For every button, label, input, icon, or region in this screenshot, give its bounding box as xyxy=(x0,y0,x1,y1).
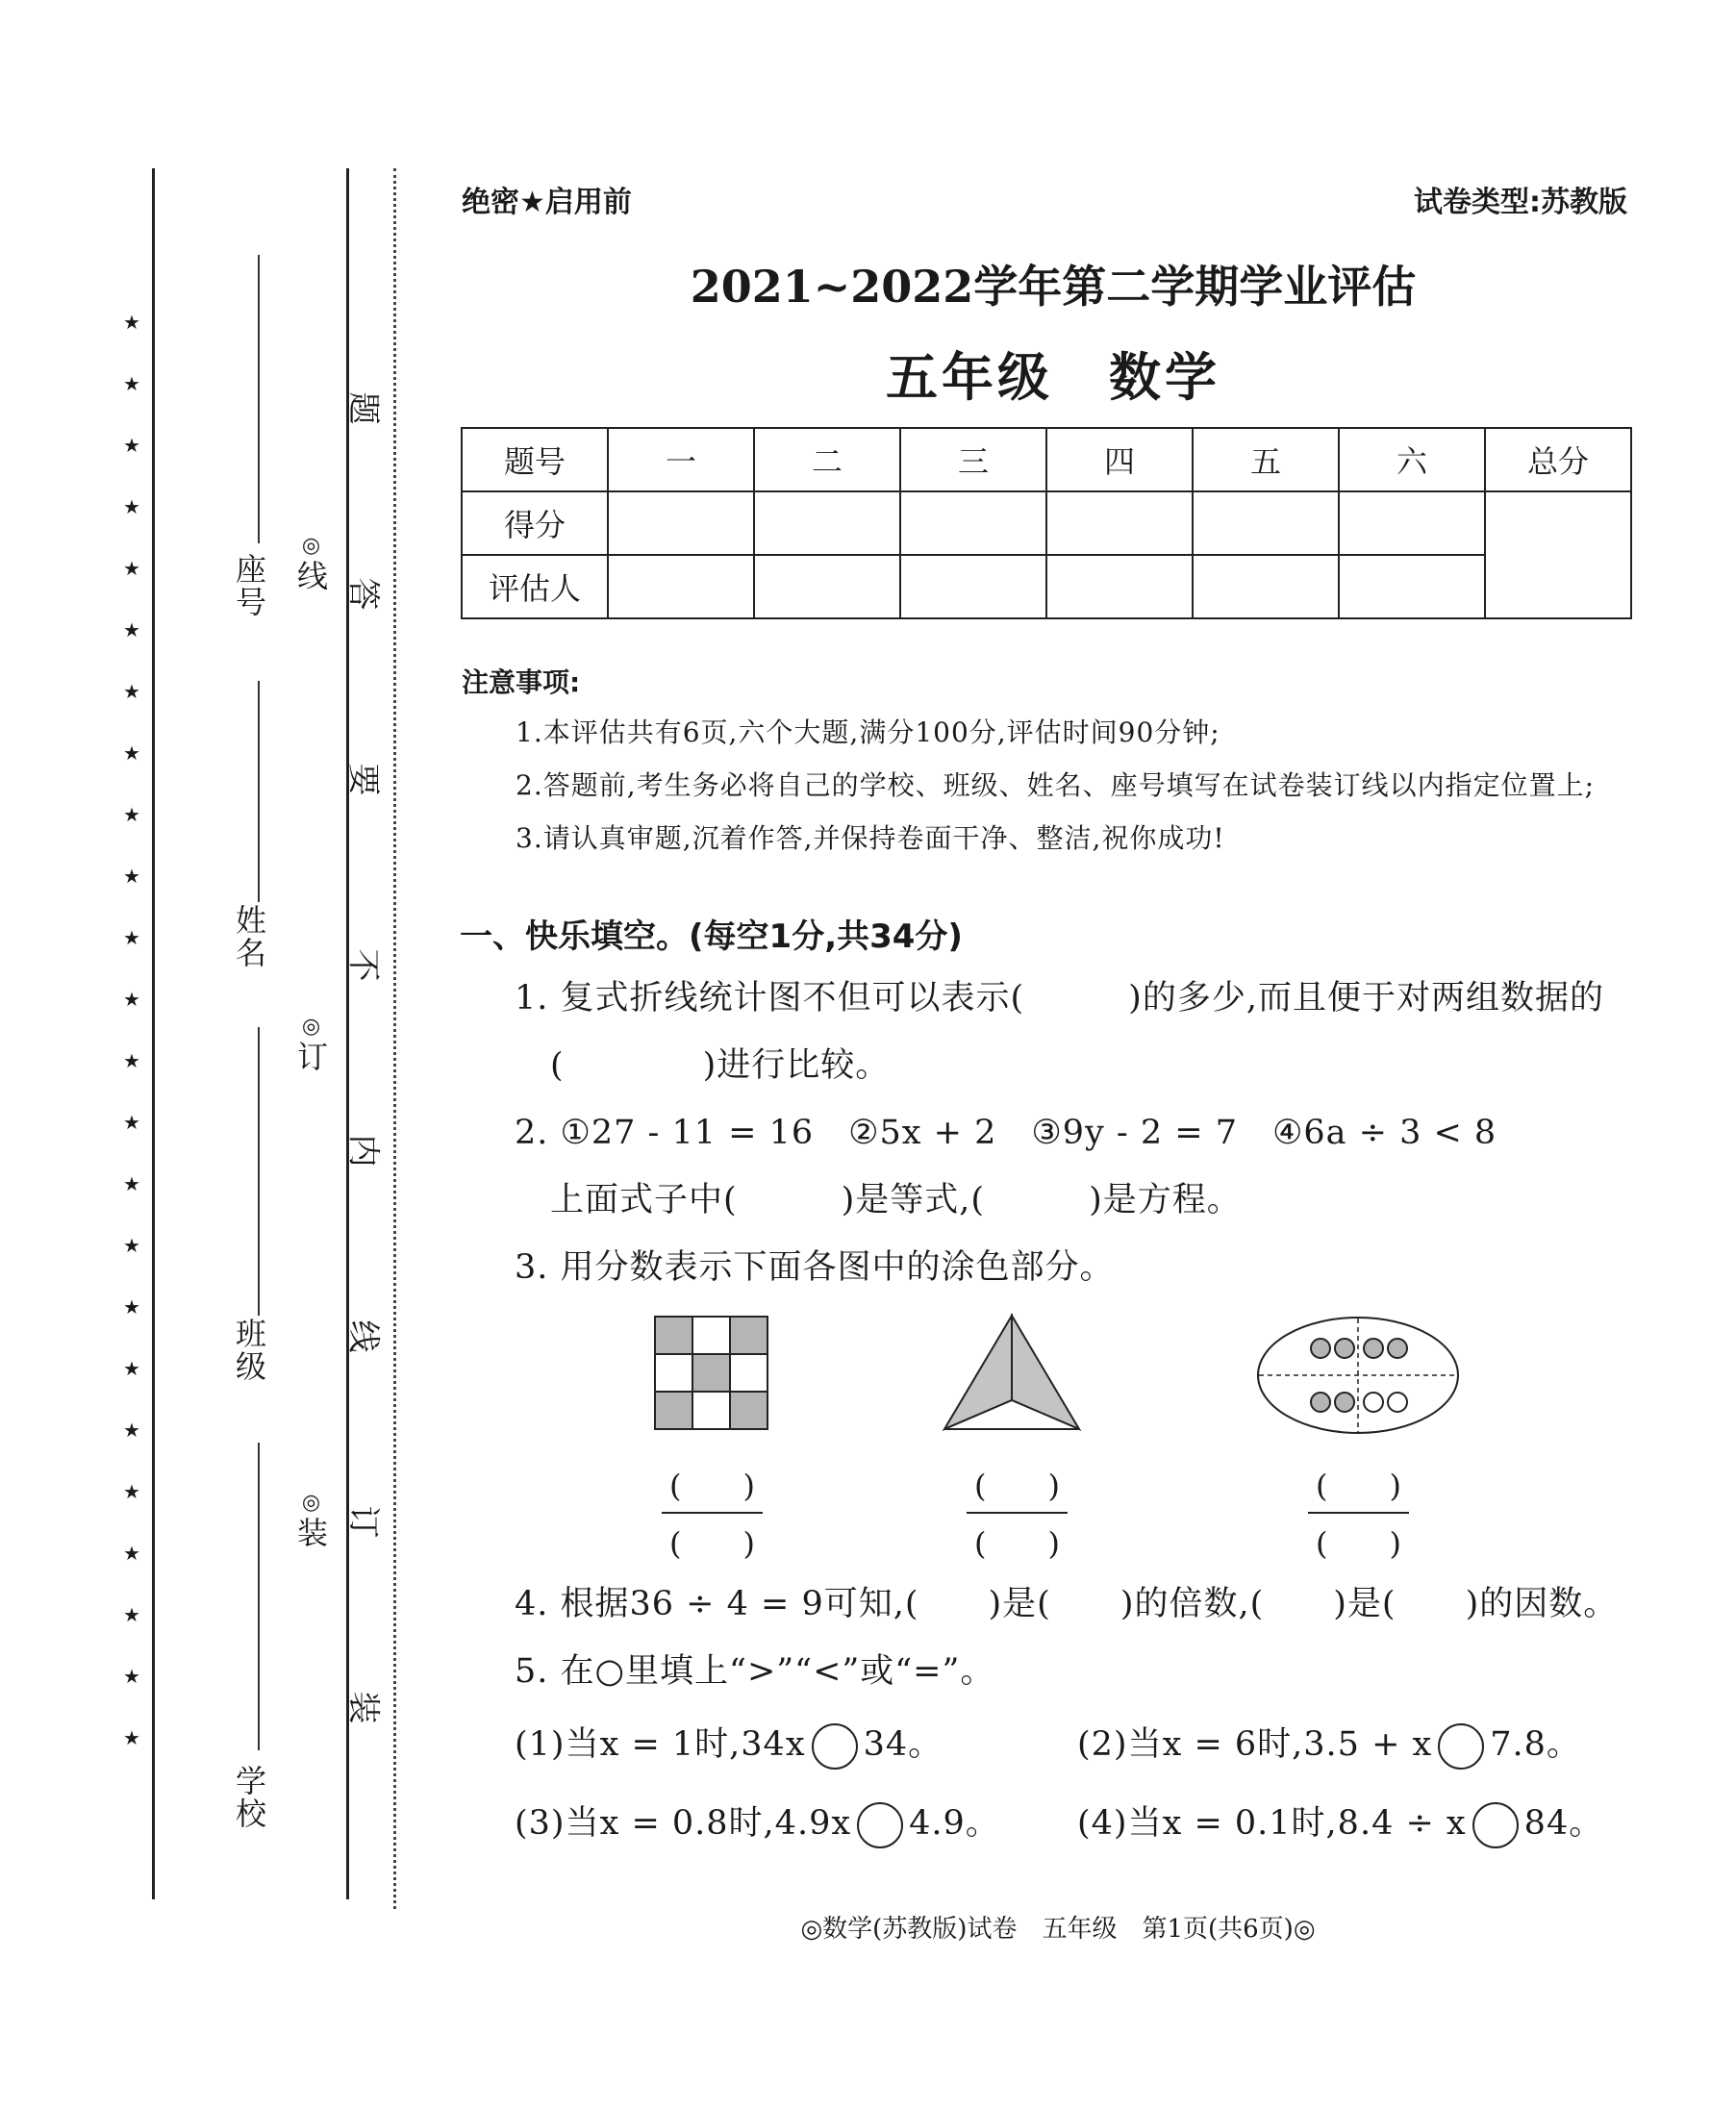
score-cell[interactable] xyxy=(900,491,1046,555)
score-table-header-row xyxy=(462,428,1631,491)
class-blank-line xyxy=(258,1027,260,1316)
table-header-cell: 三 xyxy=(900,428,1046,491)
score-cell[interactable] xyxy=(1339,491,1485,555)
table-header-cell: 题号 xyxy=(462,428,608,491)
denominator-blank[interactable]: ( ) xyxy=(1316,1525,1401,1562)
star-icon: ★ xyxy=(123,1419,140,1442)
cut-mark-icon: ◎ xyxy=(299,1015,323,1041)
grader-cell[interactable] xyxy=(900,555,1046,618)
warning-char: 答 xyxy=(343,577,383,611)
row-label: 得分 xyxy=(462,491,608,555)
compare-circle[interactable] xyxy=(1438,1723,1484,1770)
question-1-line1: 1. 复式折线统计图不但可以表示( )的多少,而且便于对两组数据的 xyxy=(515,979,1604,1017)
star-icon: ★ xyxy=(123,618,140,641)
warning-char: 内 xyxy=(343,1134,383,1168)
question-4: 4. 根据36 ÷ 4 = 9可知,( )是( )的倍数,( )是( )的因数。 xyxy=(515,1585,1619,1623)
table-header-cell: 四 xyxy=(1046,428,1193,491)
score-cell[interactable] xyxy=(1046,491,1193,555)
exam-title: 2021~2022学年第二学期学业评估 xyxy=(690,261,1417,313)
grid-cell-blank xyxy=(730,1354,767,1392)
confidential-label: 绝密★启用前 xyxy=(462,186,632,219)
paper-type-label: 试卷类型:苏教版 xyxy=(1414,186,1627,219)
warning-char: 订 xyxy=(343,1505,383,1539)
star-icon: ★ xyxy=(123,680,140,703)
warning-char: 线 xyxy=(343,1319,383,1353)
cut-label-bind: ◎订 xyxy=(292,1015,329,1073)
score-cell[interactable] xyxy=(754,491,900,555)
note-item: 3.请认真审题,沉着作答,并保持卷面干净、整洁,祝你成功! xyxy=(516,822,1225,854)
grid-cell-shaded xyxy=(655,1317,692,1354)
star-icon: ★ xyxy=(123,865,140,888)
fraction-bar xyxy=(1308,1512,1409,1514)
compare-item-1: (1)当x = 1时,34x 34。 xyxy=(515,1718,943,1770)
dot-shaded xyxy=(1335,1339,1354,1358)
cut-label-line: ◎线 xyxy=(292,534,329,592)
warning-char: 要 xyxy=(343,763,383,796)
grid-cell-blank xyxy=(655,1354,692,1392)
footer-mark-icon: ◎ xyxy=(800,1915,823,1944)
compare-item-2: (2)当x = 6时,3.5 + x 7.8。 xyxy=(1077,1718,1581,1770)
ellipse-figure xyxy=(1255,1314,1462,1437)
dot-shaded xyxy=(1311,1393,1330,1412)
warning-char: 装 xyxy=(343,1691,383,1724)
question-5: 5. 在○里填上“>”“<”或“=”。 xyxy=(515,1652,995,1691)
score-table xyxy=(461,427,1632,619)
school-label: 学校 xyxy=(231,1765,267,1830)
dot-shaded xyxy=(1364,1339,1383,1358)
binding-line-right xyxy=(346,168,349,1899)
dotted-cut-line xyxy=(393,168,396,1909)
grid-cell-blank xyxy=(692,1317,730,1354)
star-icon: ★ xyxy=(123,1480,140,1503)
numerator-blank[interactable]: ( ) xyxy=(974,1468,1060,1504)
fraction-answer-3[interactable] xyxy=(1308,1462,1409,1564)
cut-mark-icon: ◎ xyxy=(299,534,323,560)
numerator-blank[interactable]: ( ) xyxy=(669,1468,755,1504)
score-cell[interactable] xyxy=(1193,491,1339,555)
dot-blank xyxy=(1364,1393,1383,1412)
notes-heading: 注意事项: xyxy=(462,666,581,698)
denominator-blank[interactable]: ( ) xyxy=(974,1525,1060,1562)
triangle-figure xyxy=(943,1314,1082,1433)
grader-row xyxy=(462,555,1631,618)
dot-shaded xyxy=(1335,1393,1354,1412)
fraction-answer-2[interactable] xyxy=(967,1462,1068,1564)
star-icon: ★ xyxy=(123,1357,140,1380)
table-header-cell: 五 xyxy=(1193,428,1339,491)
total-cell[interactable] xyxy=(1485,491,1631,618)
star-icon: ★ xyxy=(123,372,140,395)
grader-cell[interactable] xyxy=(754,555,900,618)
footer-mark-icon: ◎ xyxy=(1293,1915,1316,1944)
star-icon: ★ xyxy=(123,741,140,765)
star-icon: ★ xyxy=(123,988,140,1011)
table-header-cell: 六 xyxy=(1339,428,1485,491)
class-label: 班级 xyxy=(231,1318,267,1383)
note-item: 1.本评估共有6页,六个大题,满分100分,评估时间90分钟; xyxy=(516,716,1220,748)
star-icon: ★ xyxy=(123,557,140,580)
fraction-answer-1[interactable] xyxy=(662,1462,763,1564)
note-item: 2.答题前,考生务必将自己的学校、班级、姓名、座号填写在试卷装订线以内指定位置上; xyxy=(516,769,1596,801)
compare-circle[interactable] xyxy=(1472,1802,1519,1848)
compare-circle[interactable] xyxy=(857,1802,903,1848)
row-label: 评估人 xyxy=(462,555,608,618)
grid-cell-shaded xyxy=(730,1317,767,1354)
warning-char: 不 xyxy=(343,948,383,982)
dot-shaded xyxy=(1388,1339,1407,1358)
compare-item-3: (3)当x = 0.8时,4.9x 4.9。 xyxy=(515,1796,1000,1848)
grid-cell-shaded xyxy=(730,1392,767,1429)
question-2-line1: 2. ①27 - 11 = 16 ②5x + 2 ③9y - 2 = 7 ④6a ÷ 3 < 8 xyxy=(515,1114,1497,1152)
star-icon: ★ xyxy=(123,1172,140,1195)
exam-subtitle: 五年级 数学 xyxy=(886,346,1220,408)
denominator-blank[interactable]: ( ) xyxy=(669,1525,755,1562)
star-icon: ★ xyxy=(123,1111,140,1134)
grid-cell-shaded xyxy=(692,1354,730,1392)
name-blank-line xyxy=(258,681,260,902)
name-label: 姓名 xyxy=(231,904,267,969)
table-header-cell: 一 xyxy=(608,428,754,491)
star-icon: ★ xyxy=(123,803,140,826)
school-blank-line xyxy=(258,1443,260,1750)
table-header-cell: 二 xyxy=(754,428,900,491)
star-icon: ★ xyxy=(123,434,140,457)
grid-cell-blank xyxy=(692,1392,730,1429)
score-cell[interactable] xyxy=(608,491,754,555)
numerator-blank[interactable]: ( ) xyxy=(1316,1468,1401,1504)
question-2-line2: 上面式子中( )是等式,( )是方程。 xyxy=(550,1181,1242,1219)
compare-circle[interactable] xyxy=(812,1723,858,1770)
star-icon: ★ xyxy=(123,1295,140,1319)
star-icon: ★ xyxy=(123,495,140,518)
star-icon: ★ xyxy=(123,311,140,334)
fraction-bar xyxy=(662,1512,763,1514)
star-icon: ★ xyxy=(123,1665,140,1688)
star-icon: ★ xyxy=(123,1603,140,1626)
star-icon: ★ xyxy=(123,1049,140,1072)
seat-label: 座号 xyxy=(231,553,267,618)
star-icon: ★ xyxy=(123,1542,140,1565)
binding-line-left xyxy=(152,168,155,1899)
grader-cell[interactable] xyxy=(1046,555,1193,618)
section-heading: 一、快乐填空。(每空1分,共34分) xyxy=(460,917,963,956)
question-1-line2: ( )进行比较。 xyxy=(550,1046,891,1085)
star-icon: ★ xyxy=(123,1234,140,1257)
question-3: 3. 用分数表示下面各图中的涂色部分。 xyxy=(515,1248,1115,1287)
cut-mark-icon: ◎ xyxy=(299,1491,323,1517)
dot-shaded xyxy=(1311,1339,1330,1358)
seat-blank-line xyxy=(258,255,260,543)
grader-cell[interactable] xyxy=(1339,555,1485,618)
score-row xyxy=(462,491,1631,555)
grid-figure xyxy=(654,1316,769,1431)
dot-blank xyxy=(1388,1393,1407,1412)
table-header-cell: 总分 xyxy=(1485,428,1631,491)
compare-item-4: (4)当x = 0.1时,8.4 ÷ x 84。 xyxy=(1077,1796,1603,1848)
page-footer: ◎数学(苏教版)试卷 五年级 第1页(共6页)◎ xyxy=(800,1915,1316,1944)
star-icon: ★ xyxy=(123,1726,140,1749)
grid-cell-shaded xyxy=(655,1392,692,1429)
star-icon: ★ xyxy=(123,926,140,949)
warning-char: 题 xyxy=(343,391,383,425)
cut-label-pack: ◎装 xyxy=(292,1491,329,1549)
grader-cell[interactable] xyxy=(608,555,754,618)
grader-cell[interactable] xyxy=(1193,555,1339,618)
fraction-bar xyxy=(967,1512,1068,1514)
